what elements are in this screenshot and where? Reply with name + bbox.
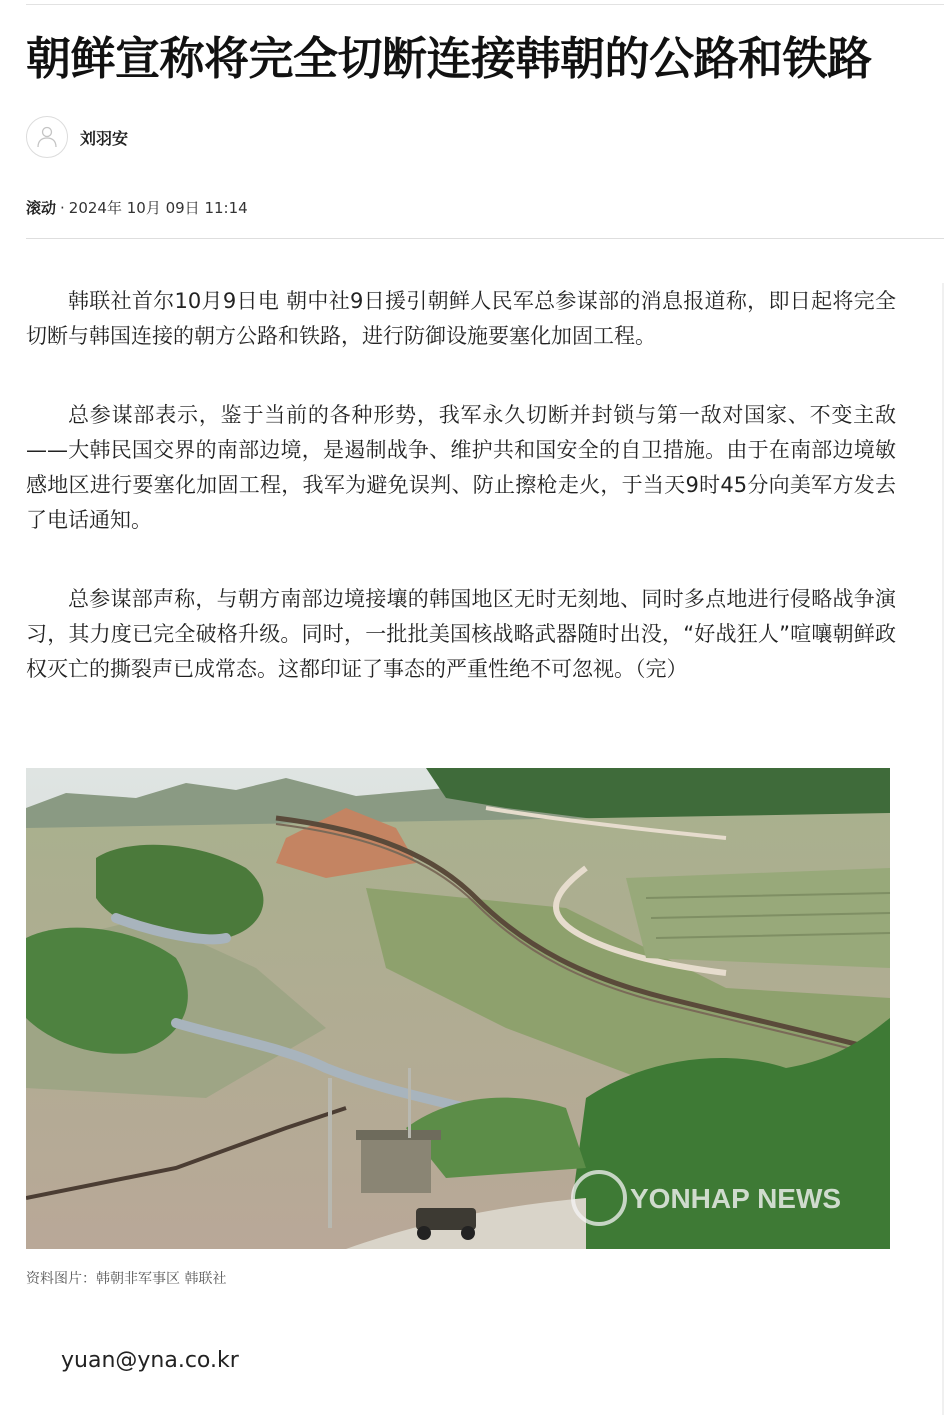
photo-caption: 资料图片：韩朝非军事区 韩联社	[26, 1271, 227, 1287]
meta-separator: ·	[60, 199, 65, 217]
article-body	[26, 284, 896, 731]
top-divider	[26, 4, 944, 5]
publish-datetime: 2024年 10月 09日 11:14	[68, 199, 248, 217]
author-row[interactable]	[26, 114, 128, 160]
avatar[interactable]	[26, 116, 68, 158]
paragraph: 总参谋部声称，与朝方南部边境接壤的韩国地区无时无刻地、同时多点地进行侵略战争演习，其力度已完全破格升级。同时，一批批美国核战略武器随时出没，“好战狂人”喧嚷朝鲜政权灭亡的撕裂声已成常态。这都印证了事态的严重性绝不可忽视。（完）	[26, 587, 896, 681]
author-name[interactable]: 刘羽安	[80, 128, 129, 148]
header-divider	[26, 238, 944, 239]
watermark-text: YONHAP NEWS	[630, 1183, 842, 1214]
user-icon	[36, 125, 58, 149]
article-title: 朝鲜宣称将完全切断连接韩朝的公路和铁路	[26, 32, 872, 85]
paragraph: 总参谋部表示，鉴于当前的各种形势，我军永久切断并封锁与第一敌对国家、不变主敌——大韩民国交界的南部边境，是遏制战争、维护共和国安全的自卫措施。由于在南部边境敏感地区进行要塞化加固工程，我军为避免误判、防止擦枪走火，于当天9时45分向美军方发去了电话通知。	[26, 403, 896, 532]
article-photo[interactable]	[26, 768, 890, 1249]
article-meta	[26, 197, 248, 218]
dmz-landscape-image	[26, 768, 890, 1249]
author-email[interactable]: yuan@yna.co.kr	[61, 1348, 239, 1373]
paragraph: 韩联社首尔10月9日电 朝中社9日援引朝鲜人民军总参谋部的消息报道称，即日起将完全切断与韩国连接的朝方公路和铁路，进行防御设施要塞化加固工程。	[26, 289, 896, 348]
category-label[interactable]: 滚动	[26, 199, 57, 217]
